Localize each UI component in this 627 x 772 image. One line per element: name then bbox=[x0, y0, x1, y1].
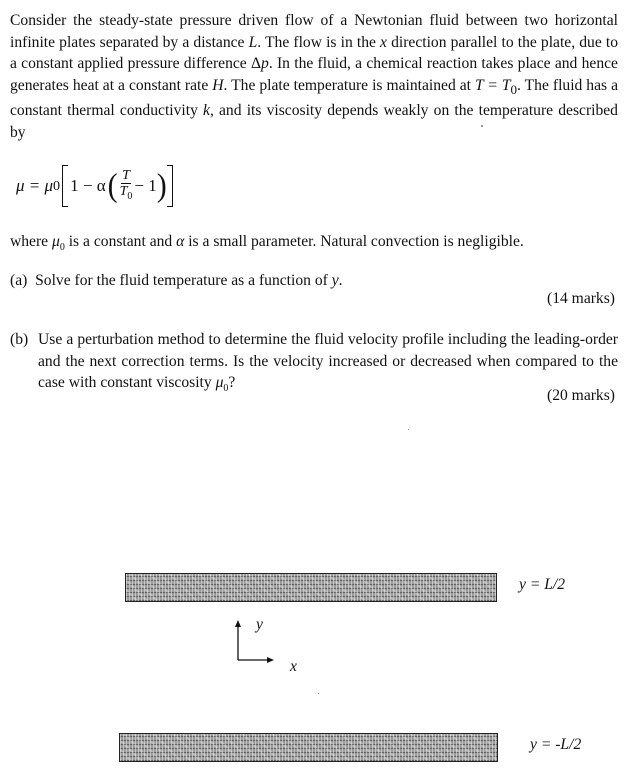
top-plate bbox=[125, 573, 497, 602]
problem-statement: Consider the steady-state pressure driven flow of a Newtonian fluid between two horizontal infinite plates separated by a distance L. The flow is in the x direction parallel to the plate, due to a constant applied pressure difference Δp. In the fluid, a chemical reaction takes place and hence generates heat at a constant rate H. The plate temperature is maintained at $T = T_0$. The fluid has a constant thermal conductivity k, and its viscosity depends weakly on the temperature described by bbox=[10, 12, 619, 141]
bottom-plate-label: y = -L/2 bbox=[530, 736, 582, 753]
question-b-marks: (20 marks) bbox=[547, 387, 615, 404]
temperature-ratio: $\frac{T}{T_0}$ bbox=[119, 168, 133, 202]
axis-x-label: x bbox=[290, 658, 297, 675]
viscosity-equation: μ = μ 0 1 − α ( $\frac{T}{T_0}$ − 1 ) bbox=[16, 162, 173, 210]
top-plate-label: y = L/2 bbox=[519, 576, 566, 593]
question-a-marks: (14 marks) bbox=[547, 290, 615, 307]
x-arrowhead bbox=[267, 657, 274, 663]
speck bbox=[408, 429, 409, 430]
where-line: where $\mu_0$ is a constant and α is a small parameter. Natural convection is negligible. bbox=[10, 233, 524, 254]
bottom-plate bbox=[119, 733, 498, 762]
question-b: (b) Use a perturbation method to determine the fluid velocity profile including the leading-order and the next correction terms. Is the velocity increased or decreased when compared to the case with constant viscosity $\mu_0$? bbox=[10, 331, 618, 395]
speck bbox=[481, 125, 483, 127]
axis-y-label: y bbox=[256, 616, 263, 633]
y-arrowhead bbox=[235, 620, 241, 627]
question-a: (a) Solve for the fluid temperature as a function of y. bbox=[10, 272, 343, 289]
speck bbox=[318, 693, 319, 694]
